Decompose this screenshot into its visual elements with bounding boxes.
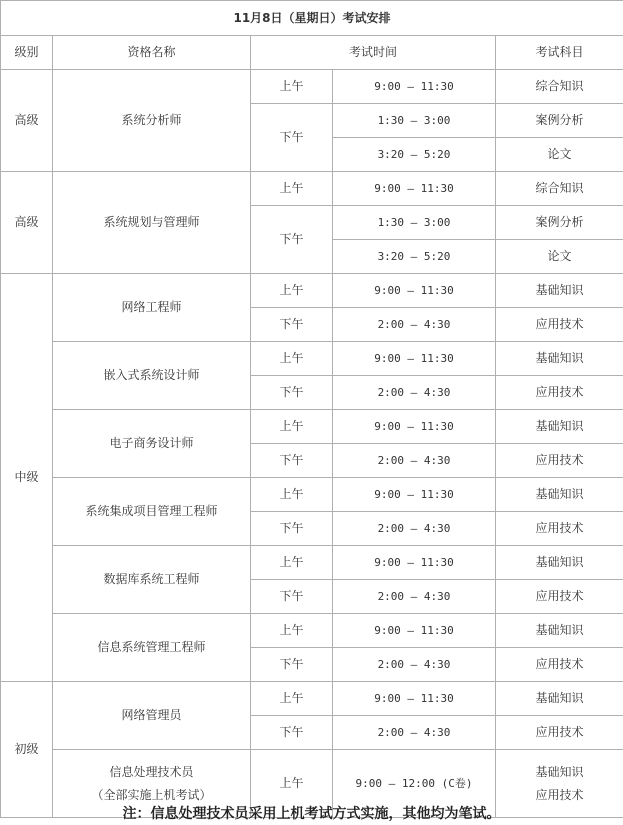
time-cell: 1:30 — 3:00 — [333, 104, 496, 138]
period-cell: 上午 — [251, 172, 333, 206]
subject-text: 应用技术 — [535, 725, 584, 740]
subject-text: 基础知识 — [535, 283, 584, 298]
subject-cell — [496, 104, 623, 138]
period-cell: 上午 — [251, 682, 333, 716]
subject-cell — [496, 716, 623, 750]
table-row — [1, 478, 623, 512]
subject-text: 综合知识 — [535, 79, 584, 94]
subject-cell — [496, 478, 623, 512]
subject-cell — [496, 240, 623, 274]
table-row — [1, 682, 623, 716]
subject-cell — [496, 410, 623, 444]
qualification-cell — [53, 546, 251, 614]
subject-cell — [496, 138, 623, 172]
period-cell: 下午 — [251, 308, 333, 342]
table-row — [1, 70, 623, 104]
time-cell: 3:20 — 5:20 — [333, 138, 496, 172]
period-cell: 下午 — [251, 444, 333, 478]
subject-cell — [496, 172, 623, 206]
qualification-note: （全部实施上机考试） — [91, 787, 212, 802]
level-cell: 高级 — [1, 70, 53, 172]
period-cell: 下午 — [251, 376, 333, 410]
time-cell: 9:00 — 11:30 — [333, 682, 496, 716]
time-cell: 9:00 — 11:30 — [333, 70, 496, 104]
time-cell: 9:00 — 11:30 — [333, 546, 496, 580]
subject-cell — [496, 206, 623, 240]
subject-text: 基础知识 — [535, 765, 584, 780]
qualification-name: 数据库系统工程师 — [103, 572, 200, 587]
period-cell: 下午 — [251, 512, 333, 546]
qualification-name: 网络工程师 — [121, 300, 182, 315]
time-cell: 2:00 — 4:30 — [333, 308, 496, 342]
subject-text: 基础知识 — [535, 555, 584, 570]
qualification-cell — [53, 614, 251, 682]
header-level: 级别 — [1, 36, 53, 70]
subject-text: 应用技术 — [535, 385, 584, 400]
time-cell: 2:00 — 4:30 — [333, 716, 496, 750]
time-cell: 2:00 — 4:30 — [333, 648, 496, 682]
period-cell: 下午 — [251, 104, 333, 172]
subject-text: 应用技术 — [535, 657, 584, 672]
time-cell: 9:00 — 11:30 — [333, 410, 496, 444]
qualification-cell — [53, 70, 251, 172]
level-cell: 中级 — [1, 274, 53, 682]
time-cell: 9:00 — 11:30 — [333, 274, 496, 308]
table-row — [1, 410, 623, 444]
period-cell: 上午 — [251, 342, 333, 376]
subject-text: 基础知识 — [535, 487, 584, 502]
subject-cell — [496, 376, 623, 410]
table-row — [1, 342, 623, 376]
table-row — [1, 274, 623, 308]
qualification-name: 网络管理员 — [121, 708, 182, 723]
subject-text: 论文 — [547, 147, 572, 162]
header-qualification: 资格名称 — [53, 36, 251, 70]
period-cell: 下午 — [251, 206, 333, 274]
qualification-name: 系统分析师 — [121, 113, 182, 128]
period-cell: 上午 — [251, 410, 333, 444]
subject-text: 应用技术 — [535, 521, 584, 536]
time-cell: 2:00 — 4:30 — [333, 444, 496, 478]
subject-cell — [496, 342, 623, 376]
time-cell: 9:00 — 11:30 — [333, 614, 496, 648]
period-cell: 上午 — [251, 478, 333, 512]
header-row — [1, 36, 623, 70]
qualification-cell — [53, 172, 251, 274]
table-row — [1, 614, 623, 648]
subject-cell — [496, 70, 623, 104]
subject-text: 应用技术 — [535, 787, 584, 802]
level-cell: 高级 — [1, 172, 53, 274]
qualification-name: 信息处理技术员 — [109, 765, 194, 780]
header-exam-time: 考试时间 — [251, 36, 496, 70]
period-cell: 上午 — [251, 614, 333, 648]
time-cell: 1:30 — 3:00 — [333, 206, 496, 240]
table-row — [1, 172, 623, 206]
subject-cell — [496, 546, 623, 580]
period-cell: 下午 — [251, 716, 333, 750]
period-cell: 上午 — [251, 70, 333, 104]
time-cell: 2:00 — 4:30 — [333, 512, 496, 546]
time-cell: 9:00 — 11:30 — [333, 172, 496, 206]
subject-cell — [496, 308, 623, 342]
subject-text: 基础知识 — [535, 623, 584, 638]
schedule-body — [1, 1, 623, 818]
subject-text: 应用技术 — [535, 589, 584, 604]
subject-cell — [496, 274, 623, 308]
subject-cell — [496, 444, 623, 478]
period-cell: 上午 — [251, 750, 333, 818]
subject-text: 案例分析 — [535, 215, 584, 230]
subject-text: 基础知识 — [535, 419, 584, 434]
subject-text: 应用技术 — [535, 453, 584, 468]
period-cell: 下午 — [251, 648, 333, 682]
period-cell: 上午 — [251, 546, 333, 580]
table-title: 11月8日（星期日）考试安排 — [1, 1, 623, 36]
qualification-cell — [53, 410, 251, 478]
period-cell: 上午 — [251, 274, 333, 308]
title-row — [1, 1, 623, 36]
subject-cell — [496, 682, 623, 716]
subject-text: 基础知识 — [535, 691, 584, 706]
level-cell: 初级 — [1, 682, 53, 818]
subject-cell — [496, 614, 623, 648]
qualification-name: 系统集成项目管理工程师 — [85, 504, 218, 519]
footnote: 注：信息处理技术员采用上机考试方式实施，其他均为笔试。 — [122, 806, 501, 822]
time-cell: 9:00 — 11:30 — [333, 342, 496, 376]
subject-text: 综合知识 — [535, 181, 584, 196]
subject-text: 案例分析 — [535, 113, 584, 128]
header-subject: 考试科目 — [496, 36, 623, 70]
qualification-name: 信息系统管理工程师 — [97, 640, 206, 655]
qualification-name: 电子商务设计师 — [109, 436, 194, 451]
qualification-name: 系统规划与管理师 — [103, 215, 200, 230]
subject-text: 基础知识 — [535, 351, 584, 366]
time-cell: 2:00 — 4:30 — [333, 376, 496, 410]
time-cell: 9:00 — 11:30 — [333, 478, 496, 512]
period-cell: 下午 — [251, 580, 333, 614]
time-cell: 3:20 — 5:20 — [333, 240, 496, 274]
qualification-cell — [53, 274, 251, 342]
subject-text: 论文 — [547, 249, 572, 264]
subject-cell — [496, 648, 623, 682]
time-cell: 9:00 — 12:00 (C卷) — [333, 750, 496, 818]
subject-cell — [496, 580, 623, 614]
qualification-cell — [53, 682, 251, 750]
qualification-name: 嵌入式系统设计师 — [103, 368, 200, 383]
subject-text: 应用技术 — [535, 317, 584, 332]
subject-cell — [496, 512, 623, 546]
qualification-cell — [53, 342, 251, 410]
time-cell: 2:00 — 4:30 — [333, 580, 496, 614]
qualification-cell — [53, 478, 251, 546]
table-row — [1, 546, 623, 580]
